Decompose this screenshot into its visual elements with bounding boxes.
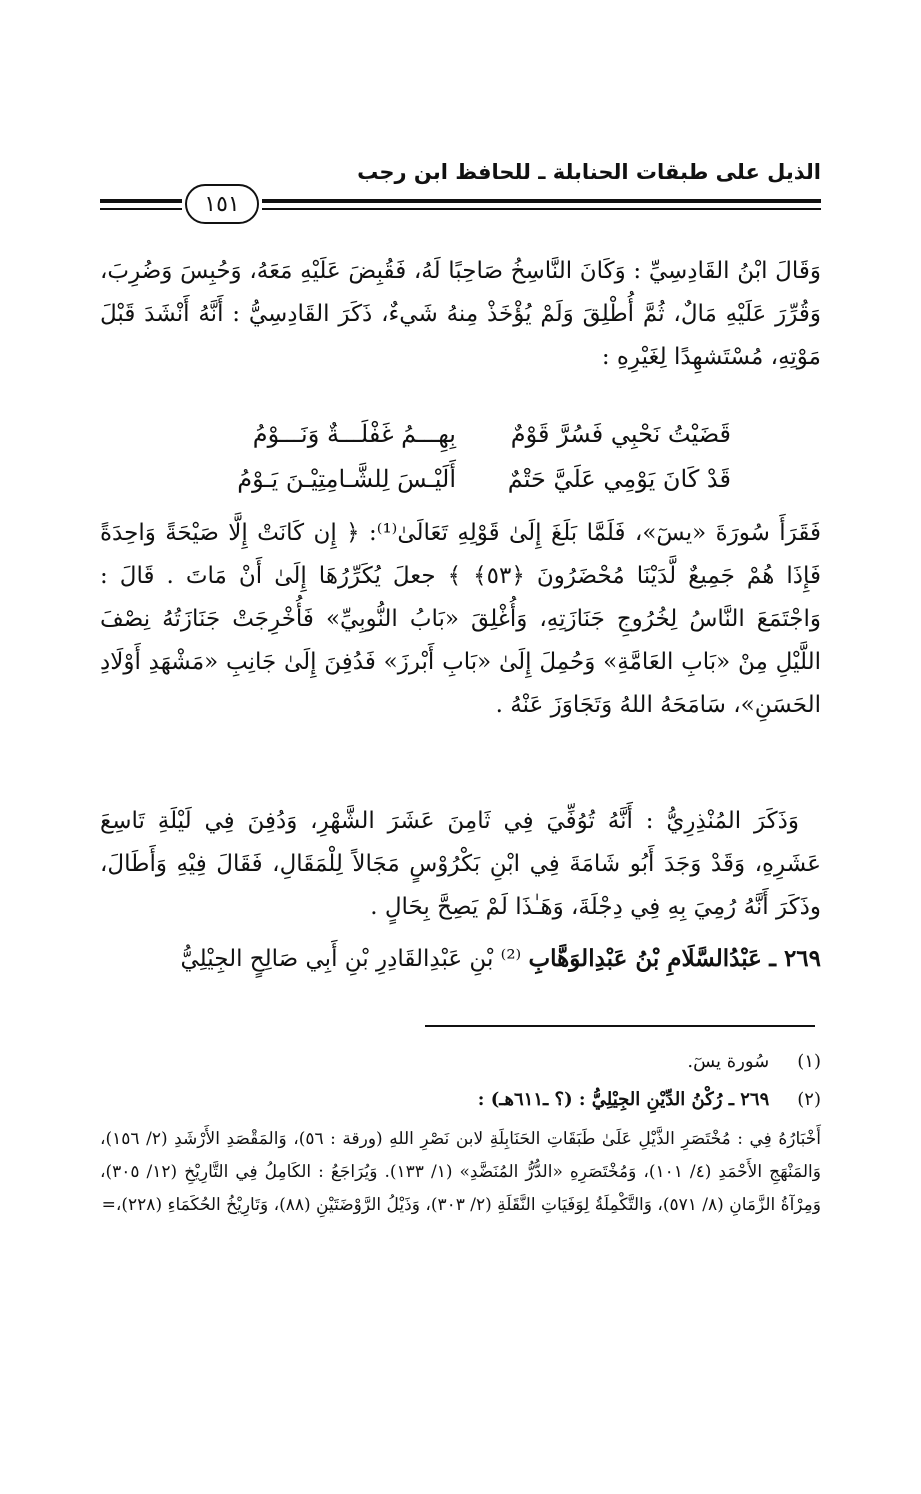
header-rule-left-thin [100,208,182,210]
header-rule-right [262,199,821,203]
footnote-2-heading: ٢٦٩ ـ رُكْنُ الدِّيْنِ الجِيْلِيُّ : (؟ ـ٦١١هـ) : [477,1089,770,1110]
footnote-1 [100,1045,821,1078]
page-number: ١٥١ [185,184,259,224]
paragraph-3-text: وَذَكَرَ المُنْذِرِيُّ : أَنَّهُ تُوُفِّيَ فِي ثَامِنَ عَشَرَ الشَّهْرِ، وَدُفِنَ فِي لَيْلَةِ تَاسِعَ عَشَرِهِ، وَقَدْ وَجَدَ أَبُو شَامَةَ فِي ابْنِ بَكْرُوْسٍ مَجَالاً لِلْمَقَالِ، فَقَالَ فِيْهِ وَأَطَالَ، وذَكَرَ أَنَّهُ رُمِيَ بِهِ فِي دِجْلَةَ، وَهَـٰذَا لَمْ يَصِحَّ بِحَالٍ . [100,808,821,920]
verse-1-first-hemistich: قَضَيْتُ نَحْبِي فَسُرَّ قَوْمٌ [510,420,731,448]
footnote-marker: ⁽²⁾ [493,946,522,972]
footnote-1-text: سُورة يسٓ. [687,1051,770,1072]
footnote-separator [425,1025,815,1027]
paragraph-3 [100,800,821,929]
footnote-2-sources [100,1123,821,1222]
header-rule-right-thin [262,208,821,210]
footnote-2 [100,1083,821,1116]
paragraph-2-text: فَقَرَأَ سُورَةَ «يسٓ»، فَلَمَّا بَلَغَ إِلَىٰ قَوْلِهِ تَعَالَىٰ⁽¹⁾: ﴿ إِن كَانَتْ إِلَّا صَيْحَةً وَاحِدَةً فَإِذَا هُمْ جَمِيعٌ لَّدَيْنَا مُحْضَرُونَ ﴿٥٣﴾ ﴾ جعلَ يُكَرِّرُهَا إِلَىٰ أَنْ مَاتَ . قَالَ : وَاجْتَمَعَ النَّاسُ لِخُرُوجِ جَنَازَتِهِ، وَأُغْلِقَ «بَابُ النُّوبِيِّ» فَأُخْرِجَتْ جَنَازَتُهُ نِصْفَ اللَّيْلِ مِنْ «بَابِ العَامَّةِ» وَحُمِلَ إِلَىٰ «بَابِ أَبْرزَ» فَدُفِنَ إِلَىٰ جَانِبِ «مَشْهَدِ أَوْلَادِ الحَسَنِ»، سَامَحَهُ اللهُ وَتَجَاوَزَ عَنْهُ . [100,520,822,718]
verse-2-second-hemistich: أَلَيْـسَ لِلشَّـامِتِيْـنَ يَـوْمُ [237,465,456,493]
running-title: الذيل على طبقات الحنابلة ـ للحافظ ابن رجب [357,160,821,184]
header-rule-left [100,199,182,203]
entry-name: عَبْدُالسَّلَامِ بْنُ عَبْدِالوَهَّابِ [528,945,762,972]
entry-lineage: بْنِ عَبْدِالقَادِرِ بْنِ أَبِي صَالِحٍ الجِيْلِيُّ [180,946,494,972]
footnote-2-sources-text: أَخْبَارُهُ فِي : مُخْتَصَرِ الذَّيْلِ عَلَىٰ طَبَقَاتِ الحَنَابِلَةِ لابن نَصْرِ اللهِ (ورقة : ٥٦)، وَالمَقْصَدِ الأَرْشَدِ (٢/ ١٥٦)، وَالمَنْهَجِ الأَحْمَدِ (٤/ ١٠١)، وَمُخْتَصَرِهِ «الدُّرُّ المُنَضَّدِ» (١/ ١٣٣). وَيُرَاجَعُ : الكَامِلُ فِي التَّارِيْخِ (١٢/ ٣٠٥)، وَمِرْآةُ الزَّمَانِ (٨/ ٥٧١)، وَالتَّكْمِلَةُ لِوَفَيَاتِ النَّقَلَةِ (٢/ ٣٠٣)، وَذَيْلُ الرَّوْضَتَيْنِ (٨٨)، وَتَارِيْخُ الحُكَمَاءِ (٢٢٨)،= [100,1129,821,1215]
verse-1-second-hemistich: بِهِـــمُ غَفْلَـــةٌ وَنَـــوْمُ [252,420,456,448]
paragraph-1 [100,250,821,379]
paragraph-2 [100,512,821,727]
biography-entry-heading [100,937,821,981]
entry-number: ٢٦٩ ـ [769,945,821,972]
footnote-2-mark: (٢) [797,1089,821,1110]
footnote-1-mark: (١) [797,1051,821,1072]
verse-2-first-hemistich: قَدْ كَانَ يَوْمِي عَلَيَّ حَتْمٌ [507,465,731,493]
paragraph-1-text: وَقَالَ ابْنُ القَادِسِيِّ : وَكَانَ النَّاسِخُ صَاحِبًا لَهُ، فَقُبِضَ عَلَيْهِ مَعَهُ، وَحُبِسَ وَضُرِبَ، وَقُرِّرَ عَلَيْهِ مَالٌ، ثُمَّ أُطْلِقَ وَلَمْ يُؤْخَذْ مِنهُ شَيءٌ، ذَكَرَ القَادِسِيُّ : أَنَّهُ أَنْشَدَ قَبْلَ مَوْتِهِ، مُسْتَشهِدًا لِغَيْرِهِ : [100,258,821,370]
